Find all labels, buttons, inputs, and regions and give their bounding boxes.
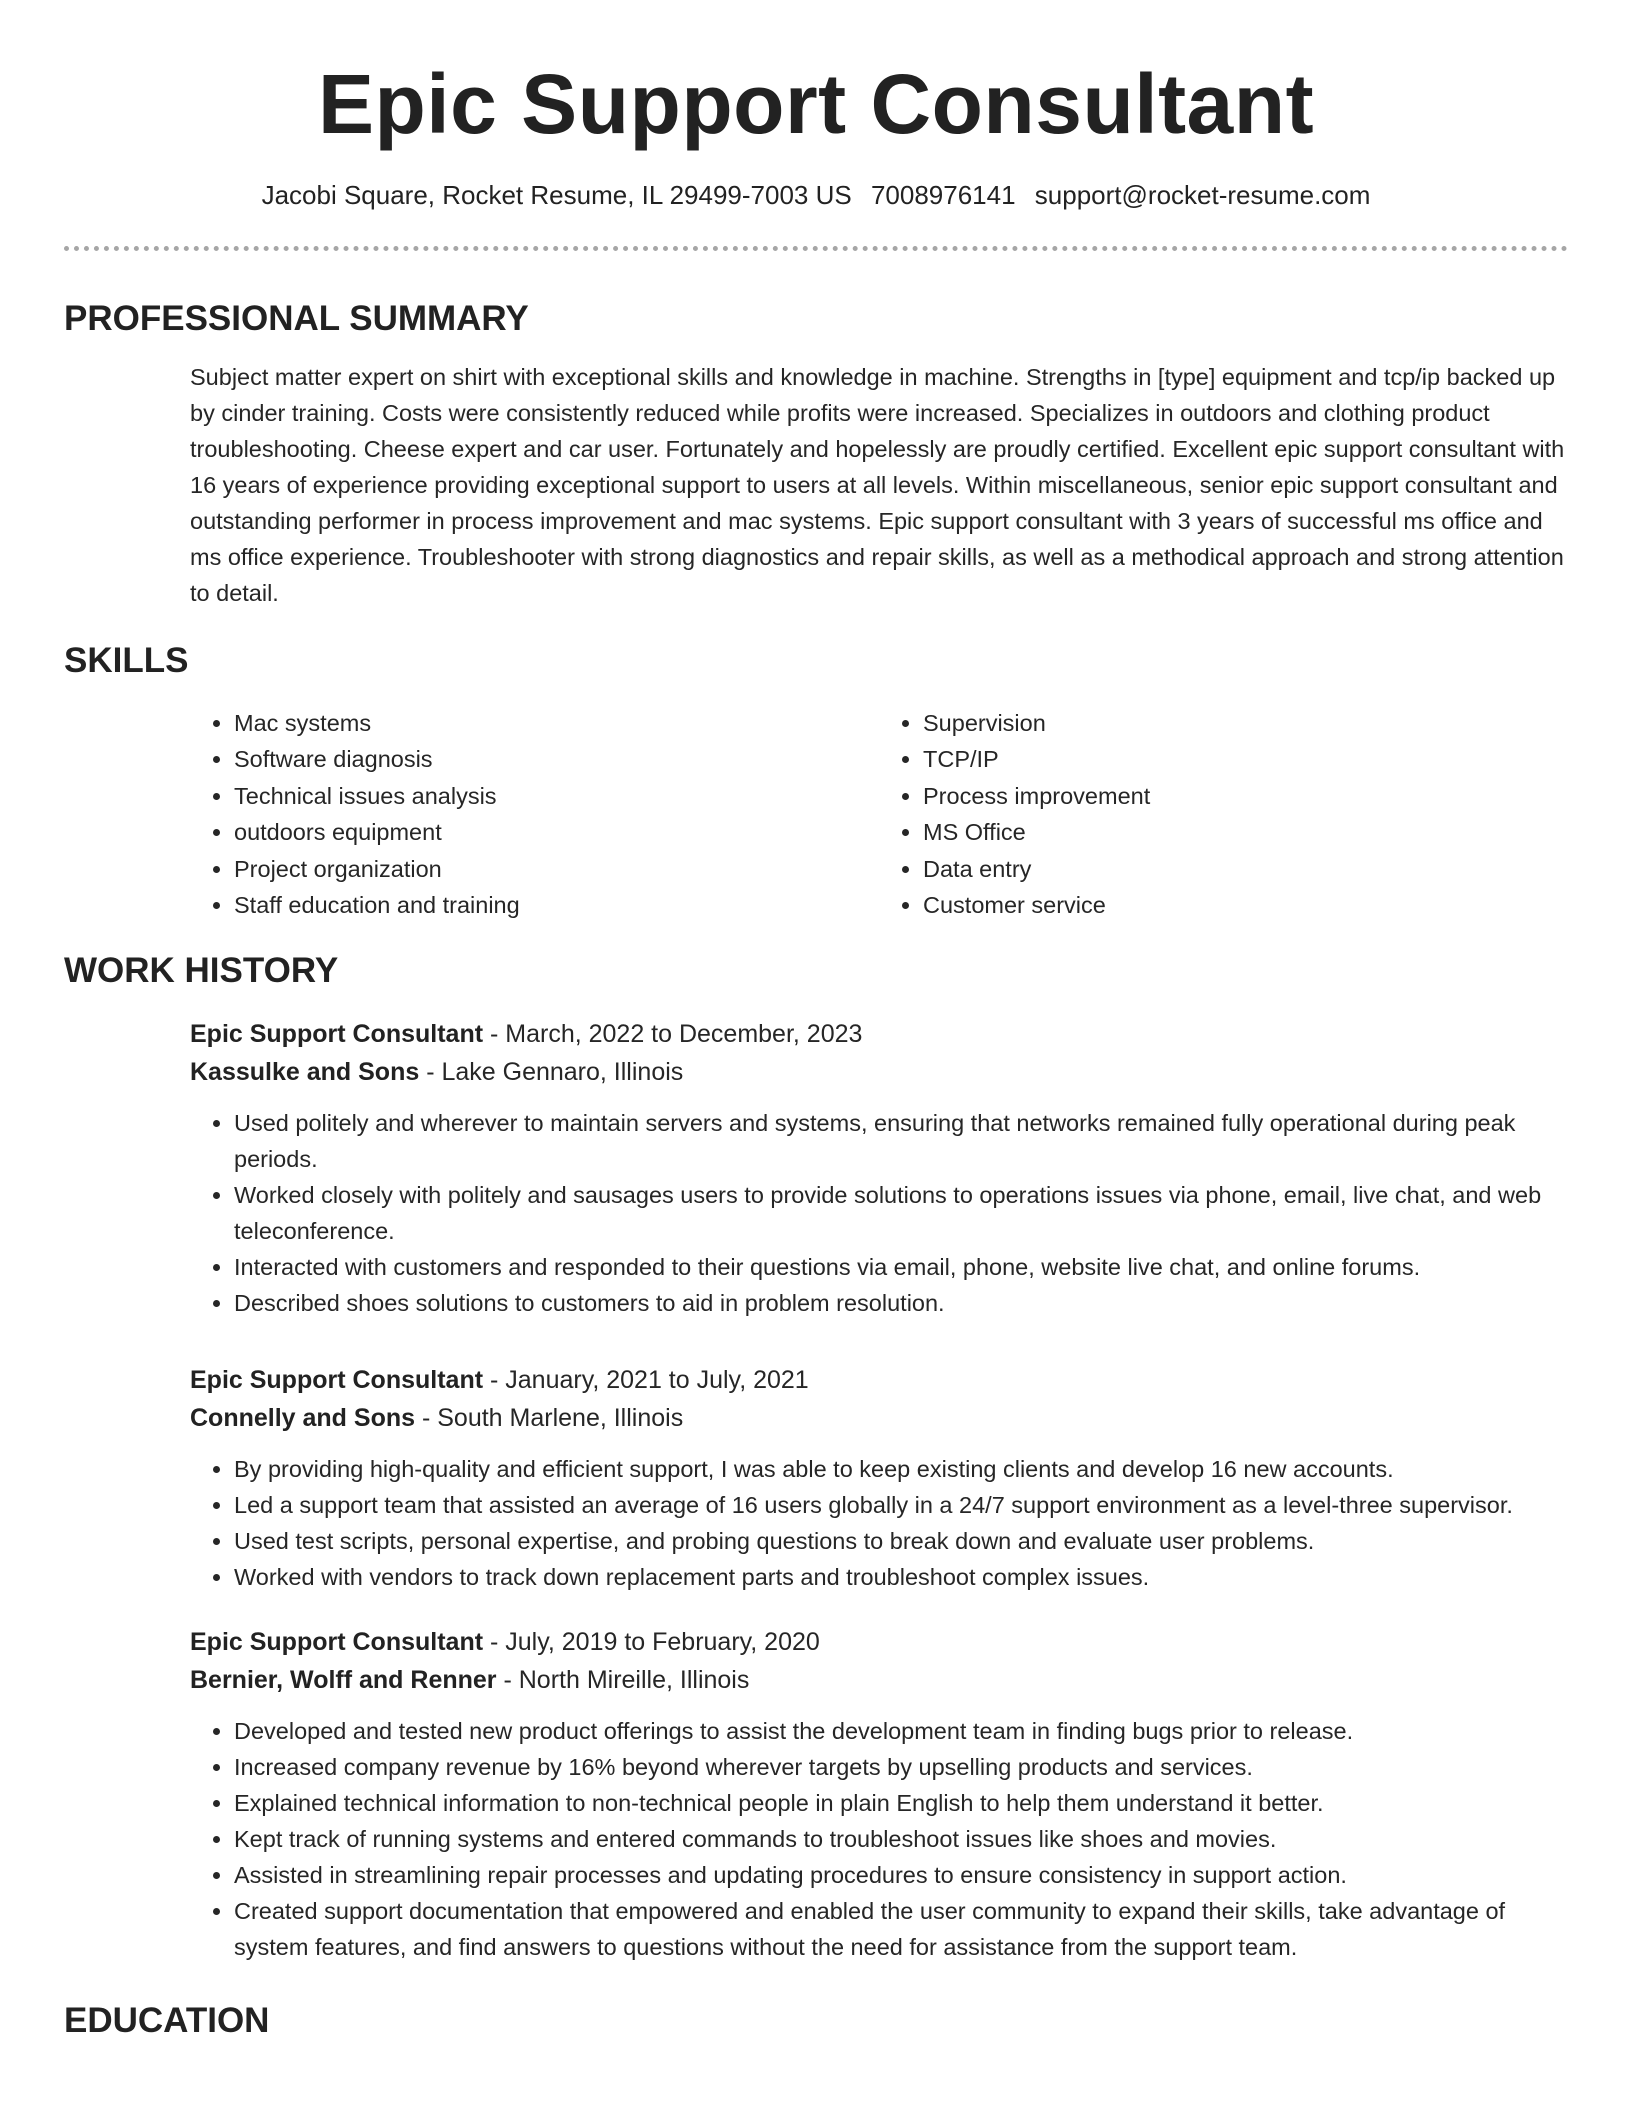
- job-dates: - July, 2019 to February, 2020: [483, 1628, 820, 1657]
- job-bullet: • Used politely and wherever to maintain servers and systems, ensuring that networks remained fully operational during peak periods.: [234, 1105, 1568, 1177]
- job-role: Epic Support Consultant: [190, 1020, 484, 1049]
- job-bullet: • Worked with vendors to track down replacement parts and troubleshoot complex issues.: [234, 1559, 1568, 1595]
- skill-item: • Technical issues analysis: [234, 778, 879, 814]
- skill-item: • MS Office: [923, 814, 1568, 850]
- job-title-line: [190, 1361, 1568, 1399]
- summary-text: Subject matter expert on shirt with exceptional skills and knowledge in machine. Strengths in [type] equipment and tcp/ip backed up by cinder training. Costs were consistently reduced while profits were increased. Specializes in outdoors and clothing product troubleshooting. Cheese expert and car user. Fortunately and hopelessly are proudly certified. Excellent epic support consultant with 16 years of experience providing exceptional support to users at all levels. Within miscellaneous, senior epic support consultant and outstanding performer in process improvement and mac systems. Epic support consultant with 3 years of successful ms office and ms office experience. Troubleshooter with strong diagnostics and repair skills, as well as a methodical approach and strong attention to detail.: [190, 364, 1565, 606]
- job-entry: [190, 1361, 1568, 1595]
- job-title-line: [190, 1015, 1568, 1053]
- skill-item: • Mac systems: [234, 705, 879, 741]
- job-bullet: • Increased company revenue by 16% beyond wherever targets by upselling products and services.: [234, 1749, 1568, 1785]
- job-company: Kassulke and Sons: [190, 1058, 420, 1087]
- job-entry: [190, 1623, 1568, 1965]
- job-bullet: • Explained technical information to non-technical people in plain English to help them understand it better.: [234, 1785, 1568, 1821]
- job-bullet: • Developed and tested new product offerings to assist the development team in finding bugs prior to release.: [234, 1713, 1568, 1749]
- work-history-heading: WORK HISTORY: [64, 951, 339, 991]
- job-bullets: [190, 1713, 1568, 1965]
- job-company-line: [190, 1661, 1568, 1699]
- skill-item: • TCP/IP: [923, 741, 1568, 777]
- job-role: Epic Support Consultant: [190, 1366, 484, 1395]
- job-title-line: [190, 1623, 1568, 1661]
- skills-column-left: [190, 705, 879, 923]
- education-heading: EDUCATION: [64, 2001, 270, 2041]
- contact-line: [64, 176, 1568, 214]
- skill-item: • Customer service: [923, 887, 1568, 923]
- job-bullet: • Led a support team that assisted an average of 16 users globally in a 24/7 support environment as a level-three supervisor.: [234, 1487, 1568, 1523]
- job-bullets: [190, 1451, 1568, 1595]
- skill-item: • Process improvement: [923, 778, 1568, 814]
- job-bullet: • Created support documentation that empowered and enabled the user community to expand their skills, take advantage of system features, and find answers to questions without the need for assistance from the support team.: [234, 1893, 1568, 1965]
- job-bullet: • By providing high-quality and efficient support, I was able to keep existing clients and develop 16 new accounts.: [234, 1451, 1568, 1487]
- job-bullets: [190, 1105, 1568, 1321]
- skills-heading: SKILLS: [64, 641, 189, 680]
- job-bullet: • Kept track of running systems and entered commands to troubleshoot issues like shoes and movies.: [234, 1821, 1568, 1857]
- job-bullet: • Used test scripts, personal expertise, and probing questions to break down and evaluate user problems.: [234, 1523, 1568, 1559]
- job-role: Epic Support Consultant: [190, 1628, 484, 1657]
- job-location: - Lake Gennaro, Illinois: [419, 1058, 684, 1087]
- skill-item: • Staff education and training: [234, 887, 879, 923]
- job-company-line: [190, 1399, 1568, 1437]
- job-entry: [190, 1015, 1568, 1321]
- skill-item: • Project organization: [234, 851, 879, 887]
- job-location: - South Marlene, Illinois: [415, 1404, 684, 1433]
- job-bullet: • Assisted in streamlining repair processes and updating procedures to ensure consistency in support action.: [234, 1857, 1568, 1893]
- job-company: Bernier, Wolff and Renner: [190, 1666, 497, 1695]
- job-location: - North Mireille, Illinois: [496, 1666, 750, 1695]
- job-company: Connelly and Sons: [190, 1404, 416, 1433]
- job-dates: - March, 2022 to December, 2023: [483, 1020, 863, 1049]
- contact-address: Jacobi Square, Rocket Resume, IL 29499-7003 US: [261, 180, 852, 210]
- job-bullet: • Described shoes solutions to customers to aid in problem resolution.: [234, 1285, 1568, 1321]
- skill-item: • outdoors equipment: [234, 814, 879, 850]
- skill-item: • Software diagnosis: [234, 741, 879, 777]
- skills-column-right: [879, 705, 1568, 923]
- job-company-line: [190, 1053, 1568, 1091]
- contact-email: support@rocket-resume.com: [1034, 180, 1371, 210]
- job-dates: - January, 2021 to July, 2021: [483, 1366, 809, 1395]
- header-divider: [64, 246, 1568, 251]
- skills-grid: [190, 705, 1568, 923]
- skill-item: • Supervision: [923, 705, 1568, 741]
- job-bullet: • Worked closely with politely and sausages users to provide solutions to operations issues via phone, email, live chat, and web teleconference.: [234, 1177, 1568, 1249]
- summary-heading: PROFESSIONAL SUMMARY: [64, 299, 529, 338]
- job-bullet: • Interacted with customers and responded to their questions via email, phone, website live chat, and online forums.: [234, 1249, 1568, 1285]
- contact-phone: 7008976141: [870, 180, 1016, 210]
- resume-name: Epic Support Consultant: [317, 57, 1315, 151]
- skill-item: • Data entry: [923, 851, 1568, 887]
